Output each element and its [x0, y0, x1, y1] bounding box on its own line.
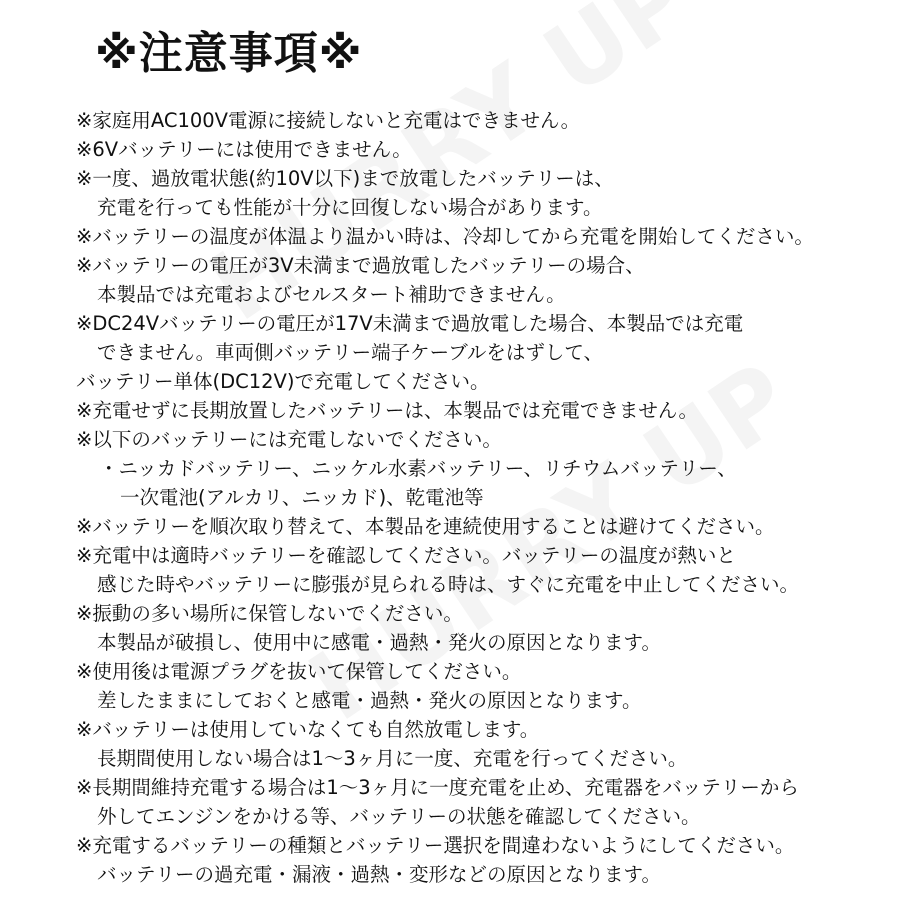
note-line: ※長期間維持充電する場合は1～3ヶ月に一度充電を止め、充電器をバッテリーから [76, 776, 799, 799]
note-line: できません。車両側バッテリー端子ケーブルをはずして、 [97, 341, 604, 364]
page-title: ※注意事項※ [95, 28, 363, 79]
note-line: ※DC24Vバッテリーの電圧が17V未満まで過放電した場合、本製品では充電 [76, 312, 744, 335]
note-line: ※使用後は電源プラグを抜いて保管してください。 [76, 660, 522, 683]
note-line: バッテリーの過充電・漏液・過熱・変形などの原因となります。 [97, 863, 661, 886]
note-line: ※充電せずに長期放置したバッテリーは、本製品では充電できません。 [76, 399, 699, 422]
note-line: ※バッテリーは使用していなくても自然放電します。 [76, 718, 540, 741]
note-line: ※充電するバッテリーの種類とバッテリー選択を間違わないようにしてください。 [76, 834, 795, 857]
note-line: 差したままにしておくと感電・過熱・発火の原因となります。 [97, 689, 642, 712]
note-line: ※家庭用AC100V電源に接続しないと充電はできません。 [76, 109, 581, 132]
note-line: ※バッテリーの電圧が3V未満まで過放電したバッテリーの場合、 [76, 254, 645, 277]
note-line: ※以下のバッテリーには充電しないでください。 [76, 428, 502, 451]
note-line: 本製品では充電およびセルスタート補助できません。 [97, 283, 566, 306]
note-line: ・ニッカドバッテリー、ニッケル水素バッテリー、リチウムバッテリー、 [99, 457, 737, 480]
note-line: ※振動の多い場所に保管しないでください。 [76, 602, 463, 625]
note-line: 本製品が破損し、使用中に感電・過熱・発火の原因となります。 [97, 631, 661, 654]
note-line: ※バッテリーを順次取り替えて、本製品を連続使用することは避けてください。 [76, 515, 775, 538]
note-line: 充電を行っても性能が十分に回復しない場合があります。 [97, 196, 603, 219]
note-line: バッテリー単体(DC12V)で充電してください。 [76, 370, 490, 393]
note-line: 一次電池(アルカリ、ニッカド)、乾電池等 [120, 486, 484, 509]
note-line: ※一度、過放電状態(約10V以下)まで放電したバッテリーは、 [76, 167, 614, 190]
note-line: 長期間使用しない場合は1～3ヶ月に一度、充電を行ってください。 [97, 747, 688, 770]
note-line: 感じた時やバッテリーに膨張が見られる時は、すぐに充電を中止してください。 [97, 573, 800, 596]
note-line: ※6Vバッテリーには使用できません。 [76, 138, 412, 161]
note-line: ※充電中は適時バッテリーを確認してください。バッテリーの温度が熱いと [76, 544, 736, 567]
note-line: 外してエンジンをかける等、バッテリーの状態を確認してください。 [97, 805, 701, 828]
note-line: ※バッテリーの温度が体温より温かい時は、冷却してから充電を開始してください。 [76, 225, 814, 248]
